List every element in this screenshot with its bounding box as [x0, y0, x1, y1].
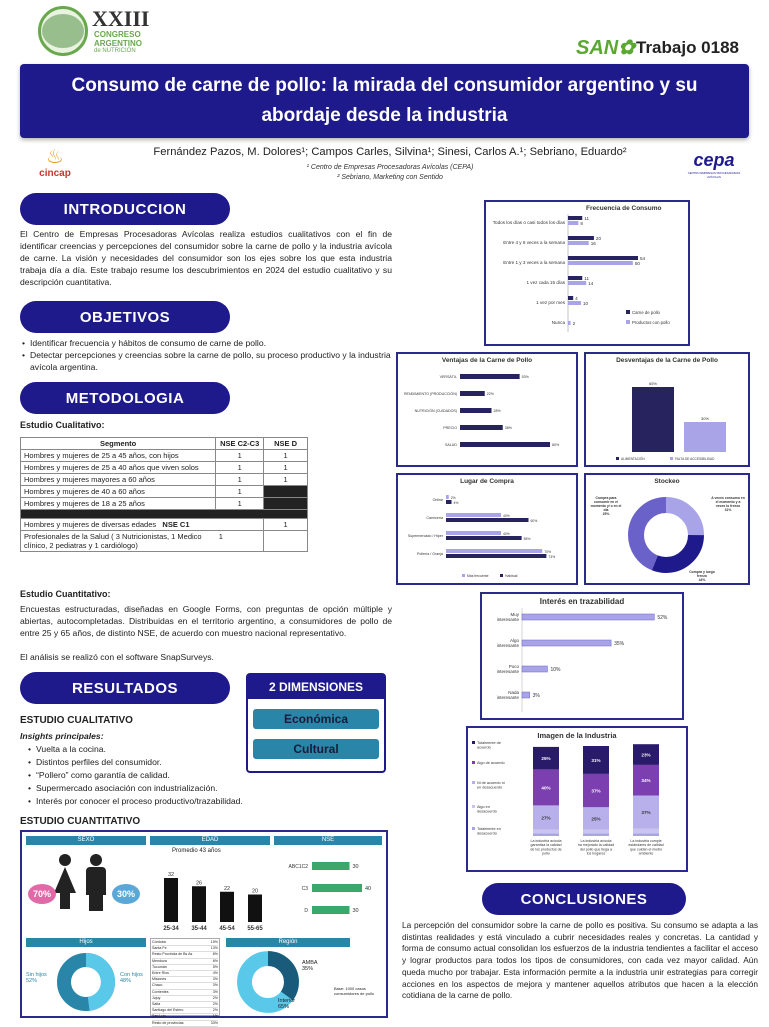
desventajas-value-label: 65%	[648, 381, 658, 386]
nse-category-label: ABC1C2	[288, 864, 308, 870]
imagen-category-label: La industria cumple estándares de calidad que cuidan el medio ambiente	[628, 839, 664, 856]
ventajas-category-label: SALUD	[445, 443, 457, 447]
lugar-value-label: 4%	[453, 501, 459, 505]
edad-bar	[164, 878, 178, 922]
ventajas-category-label: VERSÁTIL	[439, 375, 457, 379]
insight-item: • Interés por conocer el proceso productivo/trazabilidad.	[26, 795, 243, 808]
region-amba-label: AMBA 35%	[302, 960, 318, 972]
leaf-icon: ✿	[618, 37, 635, 59]
edad-bar	[248, 895, 262, 923]
traz-value-label: 10%	[550, 667, 561, 673]
imagen-legend-swatch	[472, 805, 475, 808]
traz-category-label: Algo interesante	[496, 638, 519, 648]
freq-legend-swatch	[626, 310, 630, 314]
imagen-bar-segment	[583, 830, 609, 834]
lugar-legend-label: Más frecuente	[467, 574, 489, 578]
female-icon	[54, 854, 76, 909]
quant-text-2: El análisis se realizó con el software SnapSurveys.	[20, 652, 214, 662]
insight-item: • “Pollero” como garantía de calidad.	[26, 769, 243, 782]
quant-results-heading: ESTUDIO CUANTITATIVO	[20, 816, 141, 827]
freq-category-label: 1 vez cada 15 días	[526, 280, 565, 285]
desventajas-legend-swatch	[616, 457, 619, 460]
ventajas-category-label: PRECIO	[443, 426, 457, 430]
province-row: Misiones 3%	[152, 977, 218, 983]
traz-value-label: 52%	[657, 615, 668, 621]
freq-bar	[568, 296, 573, 300]
lugar-bar	[446, 495, 449, 499]
freq-value-label: 8	[580, 221, 583, 226]
insight-item: • Distintos perfiles del consumidor.	[26, 756, 243, 769]
freq-bar	[568, 281, 586, 285]
imagen-legend-label: Algo de acuerdo	[477, 761, 505, 765]
lugar-value-label: 40%	[503, 532, 510, 536]
region-header: Región	[226, 938, 350, 947]
freq-bar	[568, 321, 571, 325]
traz-bar	[522, 666, 547, 672]
imagen-legend-label: Ni de acuerdo ni en desacuerdo	[477, 781, 505, 790]
imagen-panel: Imagen de la Industria Totalmente de acuerdo Algo de acuerdo Ni de acuerdo ni en desacuerdo Algo en desacuerdo Totalmente en desacuerdo 27% 40% 25% La industria avícola garantiza la calidad de los productos de pollo 25% 37% 31% La industria avícola ha mejorado la calidad del pollo que llega a los hogares 37% 34% 23% La industria cumple estándares de calidad que cuidan el medio ambiente	[466, 726, 688, 872]
province-row: Resto de provincias 33%	[152, 1021, 218, 1027]
nse-bar	[312, 906, 350, 914]
cepa-logo: cepa CENTRO EMPRESAS PROCESADORAS AVÍCOLAS	[687, 150, 741, 179]
intro-heading: INTRODUCCION	[20, 193, 230, 225]
work-id: Trabajo 0188	[636, 38, 740, 57]
imagen-value-label: 37%	[641, 810, 651, 816]
traz-chart	[482, 608, 682, 718]
lugar-bar	[446, 549, 542, 553]
intro-text: El Centro de Empresas Procesadoras Avícolas realiza estudios cualitativos con el fin de identificar creencias y percepciones del consumidor sobre la carne de pollo y la industria avícola de carne. La visión y necesidades del consumidor son los ejes sobre los que esta industria trabaja día a día. Este trabajo resume los descubrimientos en 2024 del estudio cualitativo y su descripción cuantitativa.	[20, 229, 392, 287]
hijos-donut	[56, 952, 116, 1012]
stockeo-chart	[586, 485, 748, 583]
province-row: Corrientes 3%	[152, 990, 218, 996]
qual-results-heading: ESTUDIO CUALITATIVO	[20, 715, 133, 726]
ventajas-bar	[460, 391, 485, 396]
imagen-legend-label: Totalmente en desacuerdo	[477, 827, 501, 836]
desventajas-bar	[684, 422, 726, 452]
traz-category-label: Poco interesante	[496, 664, 519, 674]
provinces-list	[152, 940, 218, 1027]
imagen-value-label: 27%	[541, 815, 551, 821]
table-row: Profesionales de la Salud ( 3 Nutricionistas, 1 Medico clínico, 2 pediatras y 1 cardiólogo) 1	[21, 531, 308, 552]
freq-bar	[568, 261, 633, 265]
freq-value-label: 20	[595, 236, 602, 241]
traz-bar	[522, 614, 654, 620]
freq-bar	[568, 256, 638, 260]
province-row: Resto Provincia de Bs As 8%	[152, 952, 218, 958]
imagen-legend-swatch	[472, 761, 475, 764]
edad-value-label: 32	[167, 872, 175, 878]
freq-value-label: 10	[582, 301, 589, 306]
edad-bar	[220, 892, 234, 922]
ventajas-value-label: 22%	[486, 392, 494, 396]
nse-bar	[312, 862, 350, 870]
objective-item: • Identificar frecuencia y hábitos de consumo de carne de pollo.	[20, 337, 392, 349]
lugar-category-label: Carnicería	[426, 516, 443, 520]
imagen-bar-segment	[533, 830, 559, 834]
imagen-value-label: 34%	[641, 778, 651, 784]
freq-bar	[568, 216, 582, 220]
edad-header: EDAD	[150, 836, 270, 845]
dimensions-title: 2 DIMENSIONES	[248, 675, 384, 699]
edad-category-label: 55-65	[247, 926, 263, 932]
nse-bar	[312, 884, 362, 892]
cincap-logo: ♨ cincap	[30, 146, 80, 179]
female-pct-badge: 70%	[28, 884, 56, 904]
imagen-value-label: 23%	[641, 752, 651, 758]
imagen-category-label: La industria avícola ha mejorado la calidad del pollo que llega a los hogares	[577, 839, 615, 856]
conclusions-heading: CONCLUSIONES	[482, 883, 686, 915]
imagen-legend-label: Algo en desacuerdo	[477, 805, 497, 814]
freq-bar	[568, 276, 582, 280]
freq-category-label: 1 vez por mes	[536, 300, 565, 305]
male-icon	[86, 854, 106, 911]
imagen-value-label: 40%	[541, 785, 551, 791]
table-row: Hombres y mujeres mayores a 60 años 1 1	[21, 474, 308, 486]
stockeo-panel: Stockeo Compra para consumir en el momento y/ o en el día 25% A veces consumo en el momento y a veces lo freezo 31% Compra y luego freezo 44%	[584, 473, 750, 585]
edad-category-label: 35-44	[191, 926, 207, 932]
freq-value-label: 14	[588, 281, 594, 286]
congress-roman: XXIII	[92, 6, 150, 31]
male-pct-badge: 30%	[112, 884, 140, 904]
quant-study-label: Estudio Cuantitativo:	[20, 589, 111, 599]
congress-logo	[38, 6, 158, 58]
quant-text: Encuestas estructuradas, diseñadas en Google Forms, con preguntas de opción múltiple y abiertas, autocompletadas. Distribuidas en el territorio argentino, a consumidores de pollo de entre 25 y 65 años, de distinto NSE, de acuerdo con muestro nacional representativo.	[20, 604, 392, 638]
authors: Fernández Pazos, M. Dolores¹; Campos Carles, Silvina¹; Sinesi, Carlos A.¹; Sebriano, Eduardo²	[153, 146, 627, 158]
freq-chart	[486, 212, 688, 344]
congress-line1: CONGRESO	[94, 30, 141, 39]
desventajas-legend-label: FALTA DE ACCESIBILIDAD	[675, 457, 715, 461]
lugar-value-label: 73%	[548, 555, 556, 559]
table-divider-row	[21, 510, 308, 519]
freq-bar	[568, 241, 589, 245]
lugar-legend-label: Habitual	[505, 574, 518, 578]
freq-bar	[568, 301, 581, 305]
traz-value-label: 35%	[614, 641, 625, 647]
ventajas-bar	[460, 425, 503, 430]
province-row: Jujuy 2%	[152, 996, 218, 1002]
lugar-panel: Lugar de Compra Online 2% 4% Carnicería 40% 60% Supermercado / Hiper 40% 55% Pollería / Granja 70% 73% Más frecuente Habitual	[396, 473, 578, 585]
insight-item: • Supermercado asociación con industrialización.	[26, 782, 243, 795]
affiliation-2: ² Sebriano, Marketing con Sentido	[337, 174, 443, 181]
region-interior-label: Interior 65%	[278, 998, 296, 1010]
table-row: Hombres y mujeres de 40 a 60 años 1	[21, 486, 308, 498]
ventajas-value-label: 28%	[493, 409, 501, 413]
insights-list	[26, 743, 243, 808]
sexo-header: SEXO	[26, 836, 146, 845]
title-banner	[20, 64, 749, 138]
freq-category-label: Nunca	[551, 320, 565, 325]
lugar-bar	[446, 518, 529, 522]
dimension-economica: Económica	[253, 709, 379, 729]
traz-bar	[522, 640, 611, 646]
edad-value-label: 22	[223, 885, 231, 892]
lugar-bar	[446, 536, 522, 540]
freq-chart-panel: Frecuencia de Consumo Todos los días o casi todos los días 11 8 Entre 4 y 6 veces a la semana 20 16 Entre 1 y 3 veces a la semana 54 50 1 vez cada 15 días 11 14 1 vez por mes 4 10 Nunca 2 Carne de pollo Productos con pollo	[484, 200, 690, 346]
ventajas-value-label: 80%	[552, 443, 560, 447]
nse-value-label: 40	[365, 886, 372, 892]
dimension-cultural: Cultural	[253, 739, 379, 759]
lugar-bar	[446, 531, 501, 535]
table-row: Hombres y mujeres de 25 a 45 años, con hijos 1 1	[21, 450, 308, 462]
imagen-bar-segment	[633, 829, 659, 834]
lugar-bar	[446, 513, 501, 517]
lugar-bar	[446, 500, 452, 504]
flame-icon: ♨	[46, 146, 64, 168]
edad-value-label: 26	[195, 880, 203, 887]
title-line2: abordaje desde la industria	[261, 105, 508, 126]
province-row: Santa Fe 13%	[152, 946, 218, 952]
ventajas-bar	[460, 408, 492, 413]
provinces-table	[150, 938, 220, 1025]
table-row: Hombres y mujeres de 18 a 25 años 1	[21, 498, 308, 510]
dimensions-box	[246, 673, 386, 773]
traz-value-label: 3%	[532, 693, 540, 699]
nse-header: NSE	[274, 836, 382, 845]
ventajas-value-label: 38%	[504, 426, 512, 430]
imagen-legend-label: Totalmente de acuerdo	[477, 741, 501, 750]
province-row: Entre Ríos 4%	[152, 971, 218, 977]
imagen-category-label: La industria avícola garantiza la calidad de los productos de pollo	[530, 839, 562, 856]
freq-bar	[568, 236, 594, 240]
nse-category-label: D	[304, 908, 308, 914]
methodology-heading: METODOLOGIA	[20, 382, 230, 414]
province-row: San Luis 1%	[152, 1014, 218, 1020]
lugar-value-label: 70%	[544, 550, 552, 554]
desventajas-chart	[586, 366, 748, 464]
objective-item: • Detectar percepciones y creencias sobre la carne de pollo, su proceso productivo y la industria avícola argentina.	[20, 349, 392, 373]
congress-line2: ARGENTINO	[94, 39, 142, 48]
desventajas-value-label: 30%	[700, 416, 710, 421]
freq-category-label: Entre 4 y 6 veces a la semana	[503, 240, 565, 245]
lugar-value-label: 55%	[523, 537, 531, 541]
lugar-legend-swatch	[462, 574, 465, 577]
imagen-value-label: 31%	[591, 757, 601, 763]
demographics-panel	[20, 830, 388, 1025]
affiliation-1: ¹ Centro de Empresas Procesadoras Avícolas (CEPA)	[306, 164, 474, 171]
ventajas-bar	[460, 442, 550, 447]
edad-chart	[150, 854, 270, 934]
ventajas-bar	[460, 374, 520, 379]
nse-chart	[274, 854, 382, 934]
freq-value-label: 11	[584, 276, 590, 281]
freq-value-label: 50	[634, 261, 640, 266]
traz-category-label: Muy interesante	[496, 612, 519, 622]
lugar-value-label: 60%	[530, 519, 538, 523]
imagen-value-label: 25%	[591, 816, 601, 822]
lugar-category-label: Online	[432, 498, 443, 502]
province-row: Santiago del Estero 2%	[152, 1008, 218, 1014]
title-line1: Consumo de carne de pollo: la mirada del consumidor argentino y su	[71, 75, 698, 96]
ventajas-category-label: RENDIMIENTO (PRODUCCIÓN)	[403, 392, 457, 396]
lugar-value-label: 2%	[450, 496, 456, 500]
ventajas-panel: Ventajas de la Carne de Pollo VERSÁTIL 53% RENDIMIENTO (PRODUCCIÓN) 22% NUTRICIÓN (CUIDADOS) 28% PRECIO 38% SALUD 80%	[396, 352, 578, 467]
trazabilidad-panel: Interés en trazabilidad Muy interesante 52% Algo interesante 35% Poco interesante 10% Nada interesante 3%	[480, 592, 684, 720]
hijos-con-label: Con hijos 48%	[120, 972, 143, 984]
freq-value-label: 2	[572, 321, 576, 326]
freq-value-label: 16	[590, 241, 596, 246]
lugar-category-label: Supermercado / Hiper	[407, 534, 443, 538]
hijos-sin-label: Sin hijos 52%	[26, 972, 47, 984]
imagen-value-label: 37%	[591, 788, 601, 794]
ventajas-value-label: 53%	[521, 375, 529, 379]
lugar-category-label: Pollería / Granja	[417, 552, 443, 556]
freq-legend-swatch	[626, 320, 630, 324]
table-row: Hombres y mujeres de 25 a 40 años que viven solos 1 1	[21, 462, 308, 474]
lugar-legend-swatch	[500, 574, 503, 577]
imagen-legend-swatch	[472, 827, 475, 830]
province-row: Chaco 3%	[152, 983, 218, 989]
traz-category-label: Nada interesante	[496, 690, 519, 700]
desventajas-panel: Desventajas de la Carne de Pollo 65% ALIMENTACIÓN 30% FALTA DE ACCESIBILIDAD	[584, 352, 750, 467]
imagen-bar-segment	[533, 833, 559, 836]
edad-category-label: 25-34	[163, 926, 179, 932]
freq-category-label: Entre 1 y 3 veces a la semana	[503, 260, 565, 265]
imagen-legend-swatch	[472, 741, 475, 744]
imagen-bar-segment	[583, 833, 609, 836]
sample-note: Base: 1000 casos consumidores de pollo	[334, 986, 375, 996]
desventajas-legend-label: ALIMENTACIÓN	[621, 457, 645, 461]
lugar-value-label: 40%	[503, 514, 510, 518]
insights-label: Insights principales:	[20, 731, 104, 741]
segment-table: Segmento NSE C2-C3 NSE D Hombres y mujeres de 25 a 45 años, con hijos 1 1 Hombres y mujeres de 25 a 40 años que viven solos 1 1 Hombres y mujeres mayores a 60 años 1 1 Hombres y mujeres de 40 a 60 años 1 Hombres y mujeres de 18 a 25 años 1 Hombres y mujeres de diversas edades NSE C1 1 Profesionales de la Salud ( 3 Nutricionistas, 1 Medico clínico, 2 pediatras y 1 cardiólogo) 1	[20, 437, 308, 552]
edad-avg: Promedio 43 años	[172, 848, 221, 854]
insight-item: • Vuelta a la cocina.	[26, 743, 243, 756]
stockeo-category-label: Compra y luego freezo 44%	[689, 570, 715, 582]
stockeo-category-label: Compra para consumir en el momento y/ o en el día 25%	[590, 496, 622, 516]
nse-value-label: 30	[352, 908, 359, 914]
congress-line3: de NUTRICIÓN	[94, 48, 136, 54]
results-heading: RESULTADOS	[20, 672, 230, 704]
freq-value-label: 4	[575, 296, 578, 301]
lugar-chart	[398, 487, 576, 583]
traz-bar	[522, 692, 530, 698]
freq-value-label: 11	[584, 216, 590, 221]
nse-category-label: C3	[301, 886, 308, 892]
edad-bar	[192, 886, 206, 922]
imagen-chart	[468, 740, 686, 870]
desventajas-legend-swatch	[670, 457, 673, 460]
province-row: Tucumán 5%	[152, 965, 218, 971]
freq-category-label: Todos los días o casi todos los días	[492, 220, 565, 225]
imagen-value-label: 25%	[541, 756, 551, 762]
conclusions-text: La percepción del consumidor sobre la carne de pollo es positiva. Su consumo se adapta a las distintas realidades y está vinculado a cubrir necesidades reales y concretas. La cantidad y forma de consumo actual consolidan los esfuerzos de la industria tendientes a facilitar el acceso y lograr productos para todos los tipos de consumidores, con cada vez mayor calidad. Aún queda mucho por trabajar. Esta información permite a la industria unir estrategias para corregir acciones en los aspectos de mejora y mantener aquellos atributos que hacen a la elección cotidiana de la carne de pollo.	[402, 920, 758, 1001]
freq-bar	[568, 221, 578, 225]
lugar-bar	[446, 554, 546, 558]
imagen-legend-swatch	[472, 781, 475, 784]
province-row: Mendoza 6%	[152, 959, 218, 965]
ventajas-chart	[398, 366, 576, 464]
hijos-header: Hijos	[26, 938, 146, 947]
table-row: Hombres y mujeres de diversas edades NSE C1 1	[21, 519, 308, 531]
nse-value-label: 30	[352, 864, 359, 870]
objectives-heading: OBJETIVOS	[20, 301, 230, 333]
san-logo: SAN✿	[576, 37, 635, 59]
freq-value-label: 54	[640, 256, 646, 261]
edad-category-label: 45-54	[219, 926, 235, 932]
edad-value-label: 20	[251, 888, 259, 895]
desventajas-bar	[632, 387, 674, 452]
province-row: Salta 2%	[152, 1002, 218, 1008]
qual-study-label: Estudio Cualitativo:	[20, 420, 105, 430]
freq-legend-label: Productos con pollo	[632, 320, 670, 325]
ventajas-category-label: NUTRICIÓN (CUIDADOS)	[414, 409, 457, 413]
freq-legend-label: Carne de pollo	[632, 310, 660, 315]
imagen-bar-segment	[633, 833, 659, 836]
objectives-list	[20, 337, 392, 373]
province-row: Córdoba 15%	[152, 940, 218, 946]
stockeo-category-label: A veces consumo en el momento y a veces lo freezo 31%	[711, 496, 745, 512]
